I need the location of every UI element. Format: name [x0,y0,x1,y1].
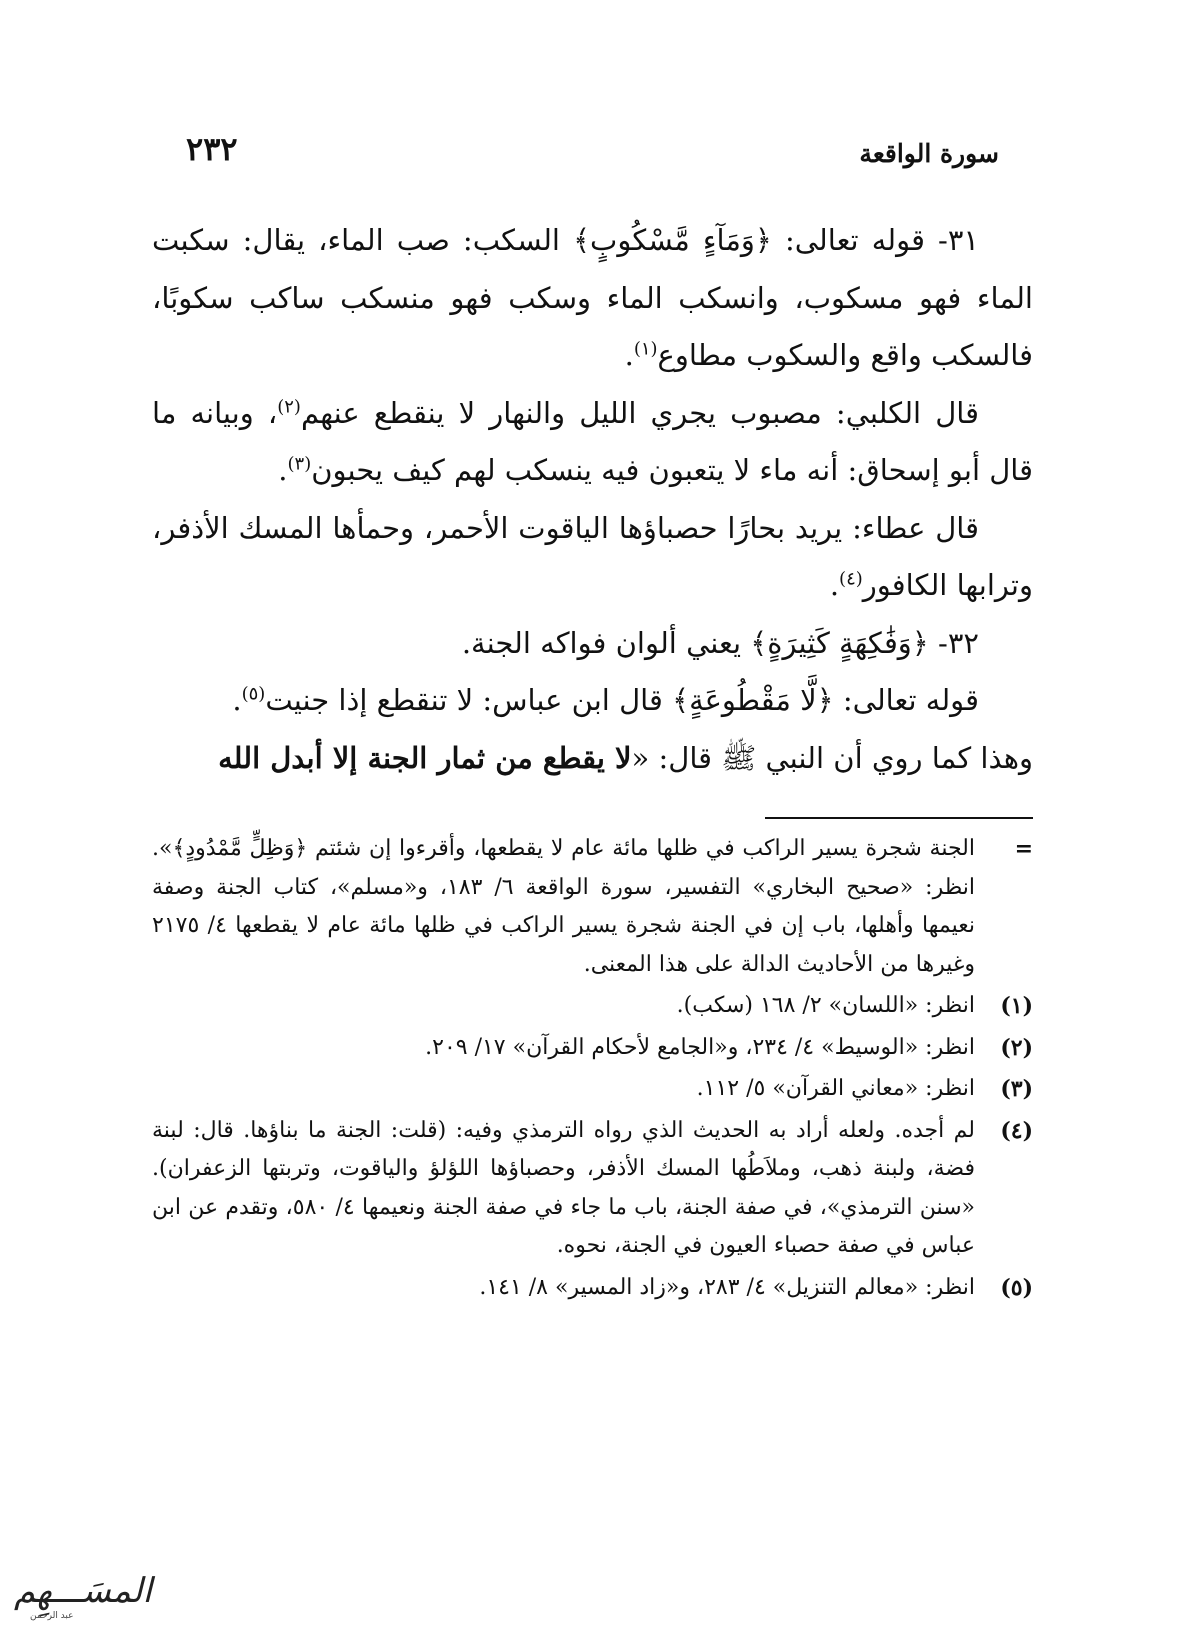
footnote-number: (٤) [1000,1117,1033,1144]
text-run: ٣١- قوله تعالى: [771,223,980,257]
footnotes [152,830,1033,1310]
footnote-ref[interactable]: (٢) [277,395,301,417]
quran-verse: ﴿وَفَٰكِهَةٍ كَثِيرَةٍ﴾ [750,625,929,660]
surah-title: سورة الواقعة [859,139,999,168]
footnote-continuation [152,830,1033,984]
footnote-text: انظر: «معاني القرآن» ٥/ ١١٢. [696,1076,975,1101]
footnote-ref[interactable]: (٣) [287,453,312,475]
footnote-4 [152,1112,1033,1266]
footnote-text: الجنة شجرة يسير الراكب في ظلها مائة عام لا يقطعها، وأقرءوا إن شئتم ﴿وَظِلٍّ مَّمْدُودٍ﴾». انظر: «صحيح البخاري» التفسير، سورة الواقعة ٦/ ١٨٣، و«مسلم»، كتاب الجنة وصفة نعيمها وأهلها، باب إن في الجنة شجرة يسير الراكب في ظلها مائة عام لا يقطعها ٤/ ٢١٧٥ وغيرها من الأحاديث الدالة على هذا المعنى. [152,836,976,977]
footnote-text: لم أجده. ولعله أراد به الحديث الذي رواه الترمذي وفيه: (قلت: الجنة ما بناؤها. قال: لبنة فضة، ولبنة ذهب، وملاَطُها المسك الأذفر، وحصباؤها اللؤلؤ والياقوت، وتربتها الزعفران). «سنن الترمذي»، في صفة الجنة، باب ما جاء في صفة الجنة ونعيمها ٤/ ٥٨٠، وتقدم عن ابن عباس في صفة حصباء العيون في الجنة، نحوه. [152,1117,975,1258]
footnote-separator [765,817,1033,819]
footnote-ref[interactable]: (٥) [241,683,266,705]
page-number: ٢٣٢ [186,130,238,168]
watermark-small: عبد الرحمن [30,1611,74,1621]
quran-verse: ﴿وَمَآءٍ مَّسْكُوبٍ﴾ [573,223,772,257]
footnote-ref[interactable]: (١) [633,338,658,360]
text-run: . [278,453,288,487]
footnote-3 [152,1070,1033,1109]
footnote-text: انظر: «معالم التنزيل» ٤/ ٢٨٣، و«زاد المسير» ٨/ ١٤١. [479,1274,975,1300]
text-run: قال الكلبي: مصبوب يجري الليل والنهار لا ينقطع عنهم [300,395,979,430]
watermark-main: المسَـــهِم [14,1571,152,1611]
text-run: قوله تعالى: [833,683,979,717]
paragraph-verse-33 [152,672,1033,730]
paragraph-hadith [152,730,1033,788]
footnote-5 [152,1269,1033,1308]
text-run: . [829,568,840,602]
paragraph-ataa [152,500,1033,615]
paragraph-kalbi [152,385,1033,500]
text-run: . [624,338,634,372]
footnote-text: انظر: «اللسان» ٢/ ١٦٨ (سكب). [676,993,975,1018]
text-run: . [232,683,242,717]
publisher-watermark-logo [14,1565,152,1627]
footnote-2 [152,1029,1033,1068]
text-run: ٣٢- [928,625,979,660]
footnote-ref[interactable]: (٤) [839,568,863,590]
footnote-number: (٢) [1000,1034,1033,1061]
continuation-marker: = [1014,836,1033,862]
quran-verse: ﴿لَّا مَقْطُوعَةٍ﴾ [672,683,834,717]
text-run: وهذا كما روي أن النبي ﷺ قال: « [631,740,1033,775]
page-header [186,118,999,168]
footnote-number: (١) [1000,993,1033,1019]
text-run: السكب: صب الماء، يقال: سكبت الماء فهو مسكوب، وانسكب الماء وسكب فهو منسكب ساكب سكوبًا، فالسكب واقع والسكوب مطاوع [152,223,1033,372]
footnote-1 [152,987,1033,1026]
text-run: قال عطاء: يريد بحارًا حصباؤها الياقوت الأحمر، وحمأها المسك الأذفر، وترابها الكافور [152,510,1033,602]
text-run: يعني ألوان فواكه الجنة. [461,625,751,660]
text-run: ، وبيانه ما قال أبو إسحاق: أنه ماء لا يتعبون فيه ينسكب لهم كيف يحبون [152,395,1033,487]
footnote-number: (٣) [1000,1076,1033,1102]
hadith-text: لا يقطع من ثمار الجنة إلا أبدل الله [218,740,632,775]
footnote-number: (٥) [1000,1274,1033,1301]
paragraph-verse-32 [152,615,1033,673]
footnote-text: انظر: «الوسيط» ٤/ ٢٣٤، و«الجامع لأحكام القرآن» ١٧/ ٢٠٩. [425,1034,975,1060]
text-run: قال ابن عباس: لا تنقطع إذا جنيت [265,683,673,717]
main-text [152,212,1033,787]
paragraph-verse-31 [152,212,1033,385]
